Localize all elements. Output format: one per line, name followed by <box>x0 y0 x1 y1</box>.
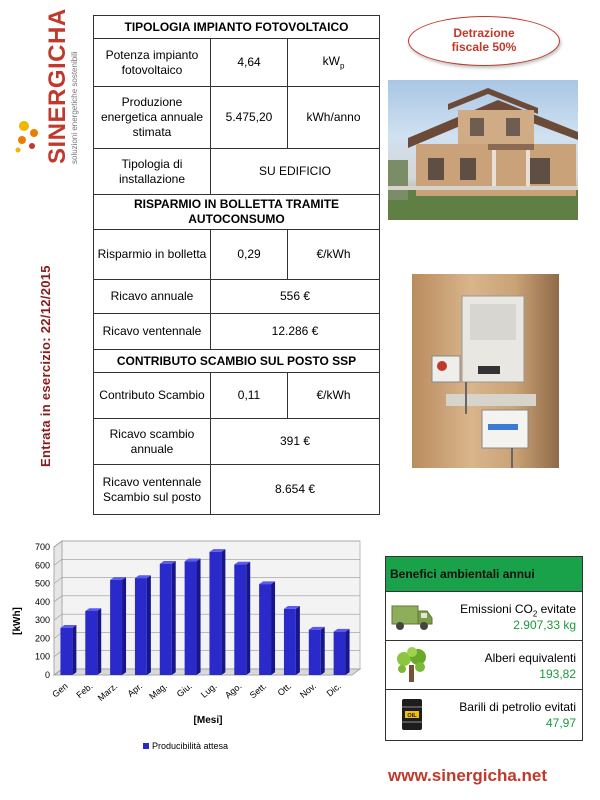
table-row <box>94 230 380 280</box>
potenza-unit-base: kW <box>322 53 340 68</box>
chart-bar-side <box>271 581 275 675</box>
table-row <box>94 419 380 465</box>
potenza-unit <box>288 39 380 87</box>
chart-x-tick-label: Sett. <box>247 680 269 701</box>
section-header-row <box>94 195 380 230</box>
scambio-annuale-label: Ricavo scambio annuale <box>94 419 211 465</box>
risparmio-value: 0,29 <box>211 230 288 280</box>
chart-bar-side <box>296 606 300 675</box>
oil-barrel-text: OIL <box>407 713 417 719</box>
section-title-impianto: TIPOLOGIA IMPIANTO FOTOVOLTAICO <box>94 16 380 39</box>
benefit-row-oil <box>386 690 582 738</box>
table-row <box>94 280 380 314</box>
logo-tagline: soluzioni energetiche sostenibili <box>70 51 79 164</box>
chart-bar <box>185 561 197 675</box>
logo-name: SINERGICHA <box>44 8 71 164</box>
truck-icon <box>390 598 434 634</box>
benefit-value-trees: 193,82 <box>539 667 576 681</box>
section-title-risparmio: RISPARMIO IN BOLLETTA TRAMITE AUTOCONSUMO <box>94 195 380 230</box>
chart-bar <box>110 580 122 675</box>
benefit-row-trees <box>386 641 582 690</box>
tax-deduction-badge <box>408 16 560 66</box>
table-row <box>94 39 380 87</box>
badge-line1: Detrazione <box>453 26 515 41</box>
contributo-label: Contributo Scambio <box>94 373 211 419</box>
chart-bar-side <box>72 625 76 675</box>
section-header-row <box>94 350 380 373</box>
section-title-contributo: CONTRIBUTO SCAMBIO SUL POSTO SSP <box>94 350 380 373</box>
chart-bar-side <box>172 561 176 675</box>
chart-bar-side <box>221 549 225 675</box>
chart-x-tick-label: Feb. <box>74 680 95 701</box>
legend-label: Producibilità attesa <box>152 741 229 751</box>
ricavo-ventennale-value: 12.286 € <box>211 314 380 350</box>
chart-bar <box>135 578 147 675</box>
chart-y-tick-label: 300 <box>34 615 50 626</box>
benefit-value-co2: 2.907,33 kg <box>513 618 576 632</box>
table-row <box>94 149 380 195</box>
chart-x-tick-label: Marz. <box>95 680 120 703</box>
chart-y-tick-label: 200 <box>34 633 50 644</box>
tipologia-value: SU EDIFICIO <box>211 149 380 195</box>
inverter-illustration <box>412 274 559 468</box>
chart-y-tick-label: 700 <box>34 542 50 552</box>
table-row <box>94 87 380 149</box>
benefit-value-oil: 47,97 <box>545 716 576 730</box>
chart-bar <box>60 628 72 675</box>
chart-bar-side <box>321 627 325 675</box>
risparmio-label: Risparmio in bolletta <box>94 230 211 280</box>
benefit-row-co2 <box>386 592 582 641</box>
co2-label-pre: Emissioni CO <box>460 602 533 616</box>
environmental-benefits-panel <box>385 556 583 741</box>
risparmio-unit: €/kWh <box>288 230 380 280</box>
chart-x-tick-label: Gen <box>50 680 70 700</box>
chart-bar-side <box>246 562 250 675</box>
chart-x-ticks <box>50 681 343 703</box>
section-header-row <box>94 16 380 39</box>
contributo-unit: €/kWh <box>288 373 380 419</box>
scambio-ventennale-label: Ricavo ventennale Scambio sul posto <box>94 465 211 515</box>
chart-bar <box>160 564 172 675</box>
potenza-unit-sub: p <box>339 61 345 71</box>
benefit-label-oil: Barili di petrolio evitati <box>459 700 576 714</box>
chart-x-tick-label: Lug. <box>198 680 219 700</box>
chart-y-tick-label: 0 <box>44 670 50 680</box>
ricavo-annuale-label: Ricavo annuale <box>94 280 211 314</box>
ricavo-annuale-value: 556 € <box>211 280 380 314</box>
potenza-value: 4,64 <box>211 39 288 87</box>
chart-bar <box>85 611 97 675</box>
monthly-production-chart <box>10 535 370 760</box>
chart-bar <box>209 552 221 675</box>
table-row <box>94 373 380 419</box>
chart-y-tick-label: 600 <box>34 560 50 571</box>
chart-bar-side <box>147 575 151 675</box>
benefit-label-co2 <box>460 602 576 618</box>
chart-y-tick-label: 400 <box>34 596 50 607</box>
co2-label-post: evitate <box>537 602 576 616</box>
tree-icon <box>390 647 434 683</box>
co2-label-sub: 2 <box>532 609 538 619</box>
chart-bar <box>234 565 246 675</box>
produzione-value: 5.475,20 <box>211 87 288 149</box>
chart-y-ticks <box>35 542 50 680</box>
chart-bar <box>284 609 296 675</box>
produzione-label: Produzione energetica annuale stimata <box>94 87 211 149</box>
website-link[interactable]: www.sinergicha.net <box>388 766 548 785</box>
table-row <box>94 465 380 515</box>
badge-line2: fiscale 50% <box>451 40 517 54</box>
chart-y-label: [kWh] <box>12 607 23 635</box>
sun-icon <box>14 116 44 156</box>
chart-x-tick-label: Mag. <box>147 680 170 702</box>
ricavo-ventennale-label: Ricavo ventennale <box>94 314 211 350</box>
chart-bar-side <box>197 558 201 675</box>
scambio-annuale-value: 391 € <box>211 419 380 465</box>
chart-x-tick-label: Giu. <box>174 680 194 700</box>
house-photo <box>388 80 578 220</box>
chart-x-tick-label: Ago. <box>222 680 244 701</box>
chart-x-tick-label: Ott. <box>275 680 294 698</box>
tipologia-label: Tipologia di installazione <box>94 149 211 195</box>
company-logo <box>14 8 82 174</box>
plant-summary-table <box>93 15 380 515</box>
produzione-unit: kWh/anno <box>288 87 380 149</box>
house-illustration <box>388 80 578 220</box>
potenza-label: Potenza impianto fotovoltaico <box>94 39 211 87</box>
chart-y-tick-label: 500 <box>34 578 50 589</box>
chart-y-tick-label: 100 <box>34 651 50 662</box>
scambio-ventennale-value: 8.654 € <box>211 465 380 515</box>
chart-bar-side <box>97 608 101 675</box>
chart-x-tick-label: Dic. <box>324 680 343 699</box>
chart-bar-side <box>346 629 350 675</box>
benefits-title: Benefici ambientali annui <box>386 557 582 592</box>
chart-bar <box>334 632 346 675</box>
legend-swatch <box>143 743 149 749</box>
benefit-label-trees: Alberi equivalenti <box>484 651 576 665</box>
commissioning-date-text: Entrata in esercizio: 22/12/2015 <box>38 265 53 467</box>
oil-barrel-icon <box>390 696 434 732</box>
chart-bar <box>259 584 271 675</box>
chart-x-label: [Mesi] <box>193 715 223 726</box>
contributo-value: 0,11 <box>211 373 288 419</box>
chart-bar-side <box>122 577 126 675</box>
inverter-photo <box>412 274 559 468</box>
chart-x-tick-label: Apr. <box>125 680 145 699</box>
chart-bar <box>309 630 321 675</box>
commissioning-date <box>36 230 60 470</box>
chart-x-tick-label: Nov. <box>297 680 319 701</box>
table-row <box>94 314 380 350</box>
